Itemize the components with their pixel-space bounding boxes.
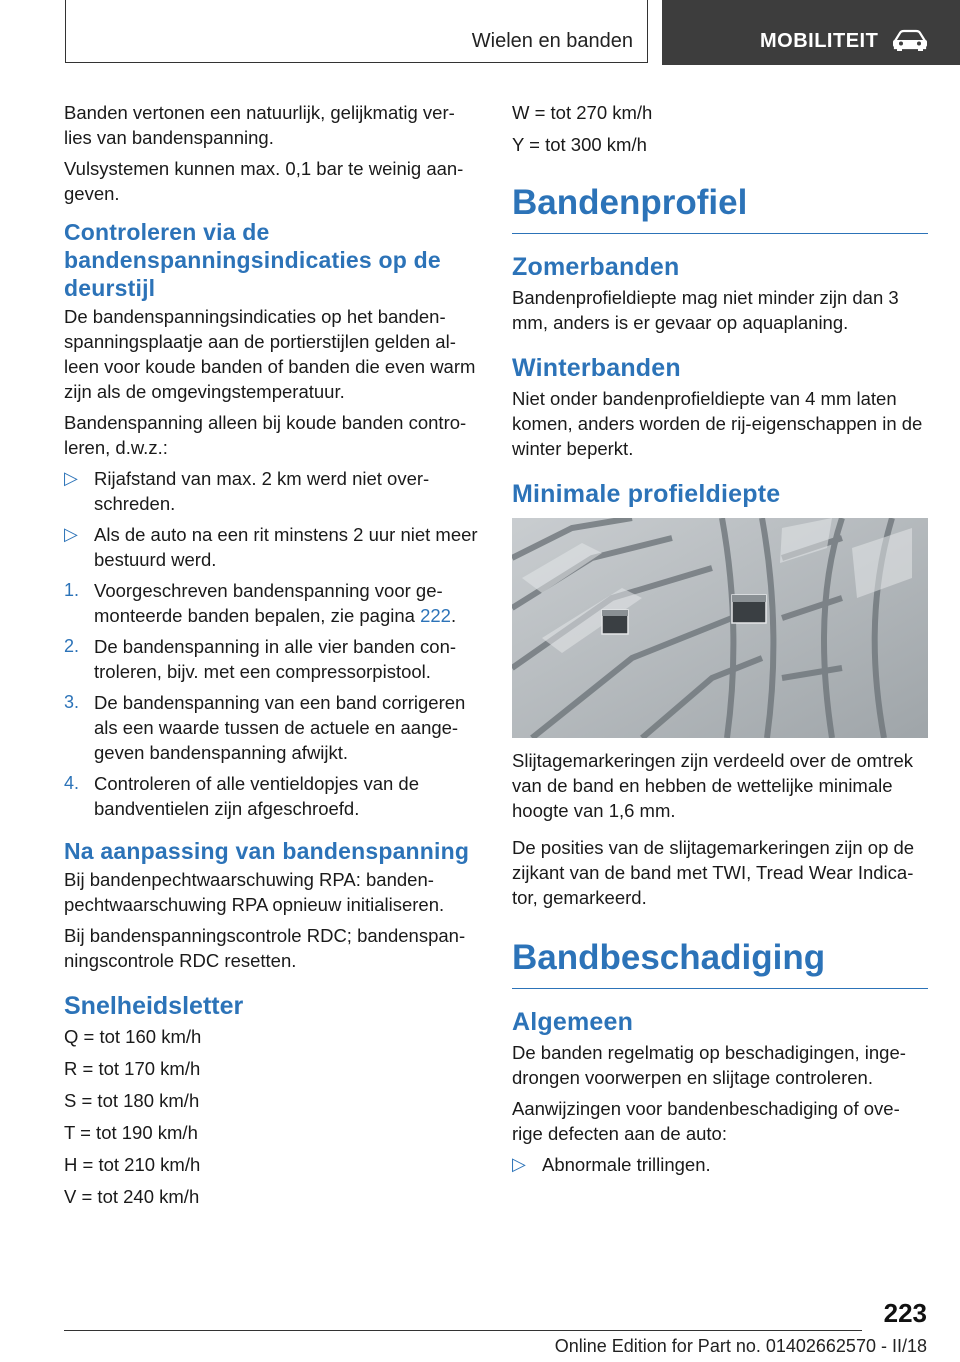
- step-number: 2.: [64, 636, 80, 656]
- page-link[interactable]: 222: [420, 605, 451, 626]
- paragraph: De posities van de slijtagemarkeringen zijn op de zijkant van de band met TWI, Tread Wear Indica-tor, gemarkeerd.: [512, 837, 915, 908]
- step-item: [64, 690, 478, 765]
- heading-after-adjust: Na aanpassing van bandenspanning: [64, 838, 470, 864]
- heading-door-pillar: Controleren via de bandenspanningsindicaties op de deurstijl: [64, 219, 441, 301]
- step-text-end: .: [450, 605, 457, 626]
- left-column: [64, 100, 478, 1216]
- triangle-bullet-icon: ▷: [64, 468, 78, 488]
- right-column: [512, 100, 928, 1183]
- heading-summer-tyres: Zomerbanden: [512, 253, 680, 281]
- chapter-title: MOBILITEIT: [760, 30, 879, 52]
- step-item: [64, 771, 478, 821]
- speed-line: Q = tot 160 km/h: [64, 1026, 202, 1047]
- triangle-bullet-icon: ▷: [64, 524, 78, 544]
- page-number: 223: [883, 1298, 927, 1328]
- step-text: De bandenspanning van een band corrigeren als een waarde tussen de actuele en aange-geven bandenspanning afwijkt.: [94, 692, 466, 763]
- paragraph: Bij bandenpechtwaarschuwing RPA: banden-pechtwaarschuwing RPA opnieuw initialiseren.: [64, 869, 445, 915]
- step-text: Voorgeschreven bandenspanning voor ge-monteerde banden bepalen, zie pagina: [94, 580, 443, 626]
- paragraph: Bandenspanning alleen bij koude banden contro-leren, d.w.z.:: [64, 412, 467, 458]
- paragraph: Niet onder bandenprofieldiepte van 4 mm laten komen, anders worden de rij-eigenschappen in de winter beperkt.: [512, 388, 923, 459]
- heading-tyre-damage: Bandbeschadiging: [512, 936, 928, 989]
- paragraph: Banden vertonen een natuurlijk, gelijkmatig ver-lies van bandenspanning.: [64, 102, 455, 148]
- step-item: [64, 578, 478, 628]
- tread-wear-indicator-photo: [512, 518, 928, 738]
- edition-text: Online Edition for Part no. 01402662570 - II/18: [554, 1336, 927, 1356]
- bullet-text: Rijafstand van max. 2 km werd niet over-schreden.: [94, 468, 430, 514]
- bullet-item: [64, 466, 478, 516]
- heading-general: Algemeen: [512, 1008, 634, 1036]
- speed-line: Y = tot 300 km/h: [512, 134, 647, 155]
- section-title: Wielen en banden: [471, 30, 633, 52]
- triangle-bullet-icon: ▷: [512, 1154, 526, 1174]
- paragraph: De bandenspanningsindicaties op het banden-spanningsplaatje aan de portierstijlen gelden al-leen voor koude banden of banden die even warm zijn als de omgevingstemperatuur.: [64, 306, 476, 402]
- speed-line: V = tot 240 km/h: [64, 1186, 200, 1207]
- step-item: [64, 634, 478, 684]
- speed-line: R = tot 170 km/h: [64, 1058, 201, 1079]
- heading-minimum-depth: Minimale profieldiepte: [512, 480, 781, 508]
- header-chapter-box: [662, 0, 960, 65]
- paragraph: Slijtagemarkeringen zijn verdeeld over de omtrek van de band en hebben de wettelijke minimale hoogte van 1,6 mm.: [512, 750, 914, 821]
- paragraph: De banden regelmatig op beschadigingen, inge-drongen voorwerpen en slijtage controleren.: [512, 1042, 906, 1088]
- bullet-text: Als de auto na een rit minstens 2 uur niet meer bestuurd werd.: [94, 524, 478, 570]
- paragraph: Bij bandenspanningscontrole RDC; bandenspan-ningscontrole RDC resetten.: [64, 925, 466, 971]
- car-icon: [892, 28, 928, 52]
- footer-divider: [64, 1330, 862, 1331]
- paragraph: Vulsystemen kunnen max. 0,1 bar te weinig aan-geven.: [64, 158, 464, 204]
- speed-line: S = tot 180 km/h: [64, 1090, 200, 1111]
- speed-line: T = tot 190 km/h: [64, 1122, 198, 1143]
- step-number: 3.: [64, 692, 80, 712]
- paragraph: Aanwijzingen voor bandenbeschadiging of ove-rige defecten aan de auto:: [512, 1098, 900, 1144]
- speed-line: H = tot 210 km/h: [64, 1154, 201, 1175]
- heading-speed-letter: Snelheidsletter: [64, 992, 244, 1020]
- heading-winter-tyres: Winterbanden: [512, 354, 681, 382]
- step-text: De bandenspanning in alle vier banden con-troleren, bijv. met een compressorpistool.: [94, 636, 457, 682]
- speed-line: W = tot 270 km/h: [512, 102, 653, 123]
- bullet-item: [64, 522, 478, 572]
- bullet-text: Abnormale trillingen.: [542, 1154, 711, 1175]
- heading-tread-profile: Bandenprofiel: [512, 181, 928, 234]
- step-number: 4.: [64, 773, 80, 793]
- step-number: 1.: [64, 580, 80, 600]
- paragraph: Bandenprofieldiepte mag niet minder zijn dan 3 mm, anders is er gevaar op aquaplaning.: [512, 287, 899, 333]
- step-text: Controleren of alle ventieldopjes van de bandventielen zijn afgeschroefd.: [94, 773, 419, 819]
- header-section-box: [65, 0, 648, 63]
- bullet-item: [512, 1152, 928, 1177]
